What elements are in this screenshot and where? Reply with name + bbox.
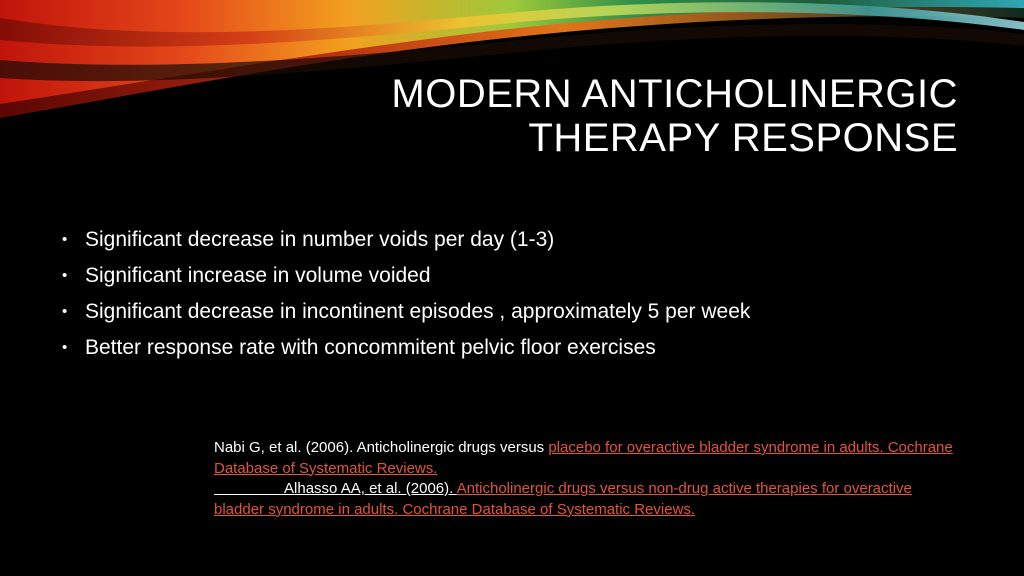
slide-title-line2: THERAPY RESPONSE [528, 116, 958, 160]
references [214, 438, 964, 520]
bullet-text: Significant decrease in incontinent episodes , approximately 5 per week [85, 300, 751, 323]
bullet-item [62, 330, 962, 366]
bullet-dot-icon: • [62, 303, 68, 320]
reference-2-link[interactable]: Anticholinergic drugs versus non-drug active therapies for overactive bladder syndrome in adults. Cochrane Database of Systematic Reviews. [214, 480, 912, 518]
reference-1-link[interactable]: placebo for overactive bladder syndrome in adults. Cochrane Database of Systematic Reviews. [214, 439, 953, 477]
bullet-text: Better response rate with concommitent pelvic floor exercises [85, 336, 656, 359]
bullet-dot-icon: • [62, 267, 68, 284]
bullet-item [62, 294, 962, 330]
bullet-item [62, 222, 962, 258]
bullet-item [62, 258, 962, 294]
bullet-dot-icon: • [62, 231, 68, 248]
bullet-list [62, 222, 962, 366]
bullet-dot-icon: • [62, 339, 68, 356]
bullet-text: Significant decrease in number voids per day (1-3) [85, 228, 555, 251]
reference-2-text: Alhasso AA, et al. (2006). [284, 480, 457, 497]
slide-title [318, 72, 958, 160]
reference-indent [214, 480, 284, 497]
slide-title-line1: MODERN ANTICHOLINERGIC [391, 72, 958, 116]
bullet-text: Significant increase in volume voided [85, 264, 431, 287]
reference-1-text: Nabi G, et al. (2006). Anticholinergic drugs versus [214, 439, 549, 456]
